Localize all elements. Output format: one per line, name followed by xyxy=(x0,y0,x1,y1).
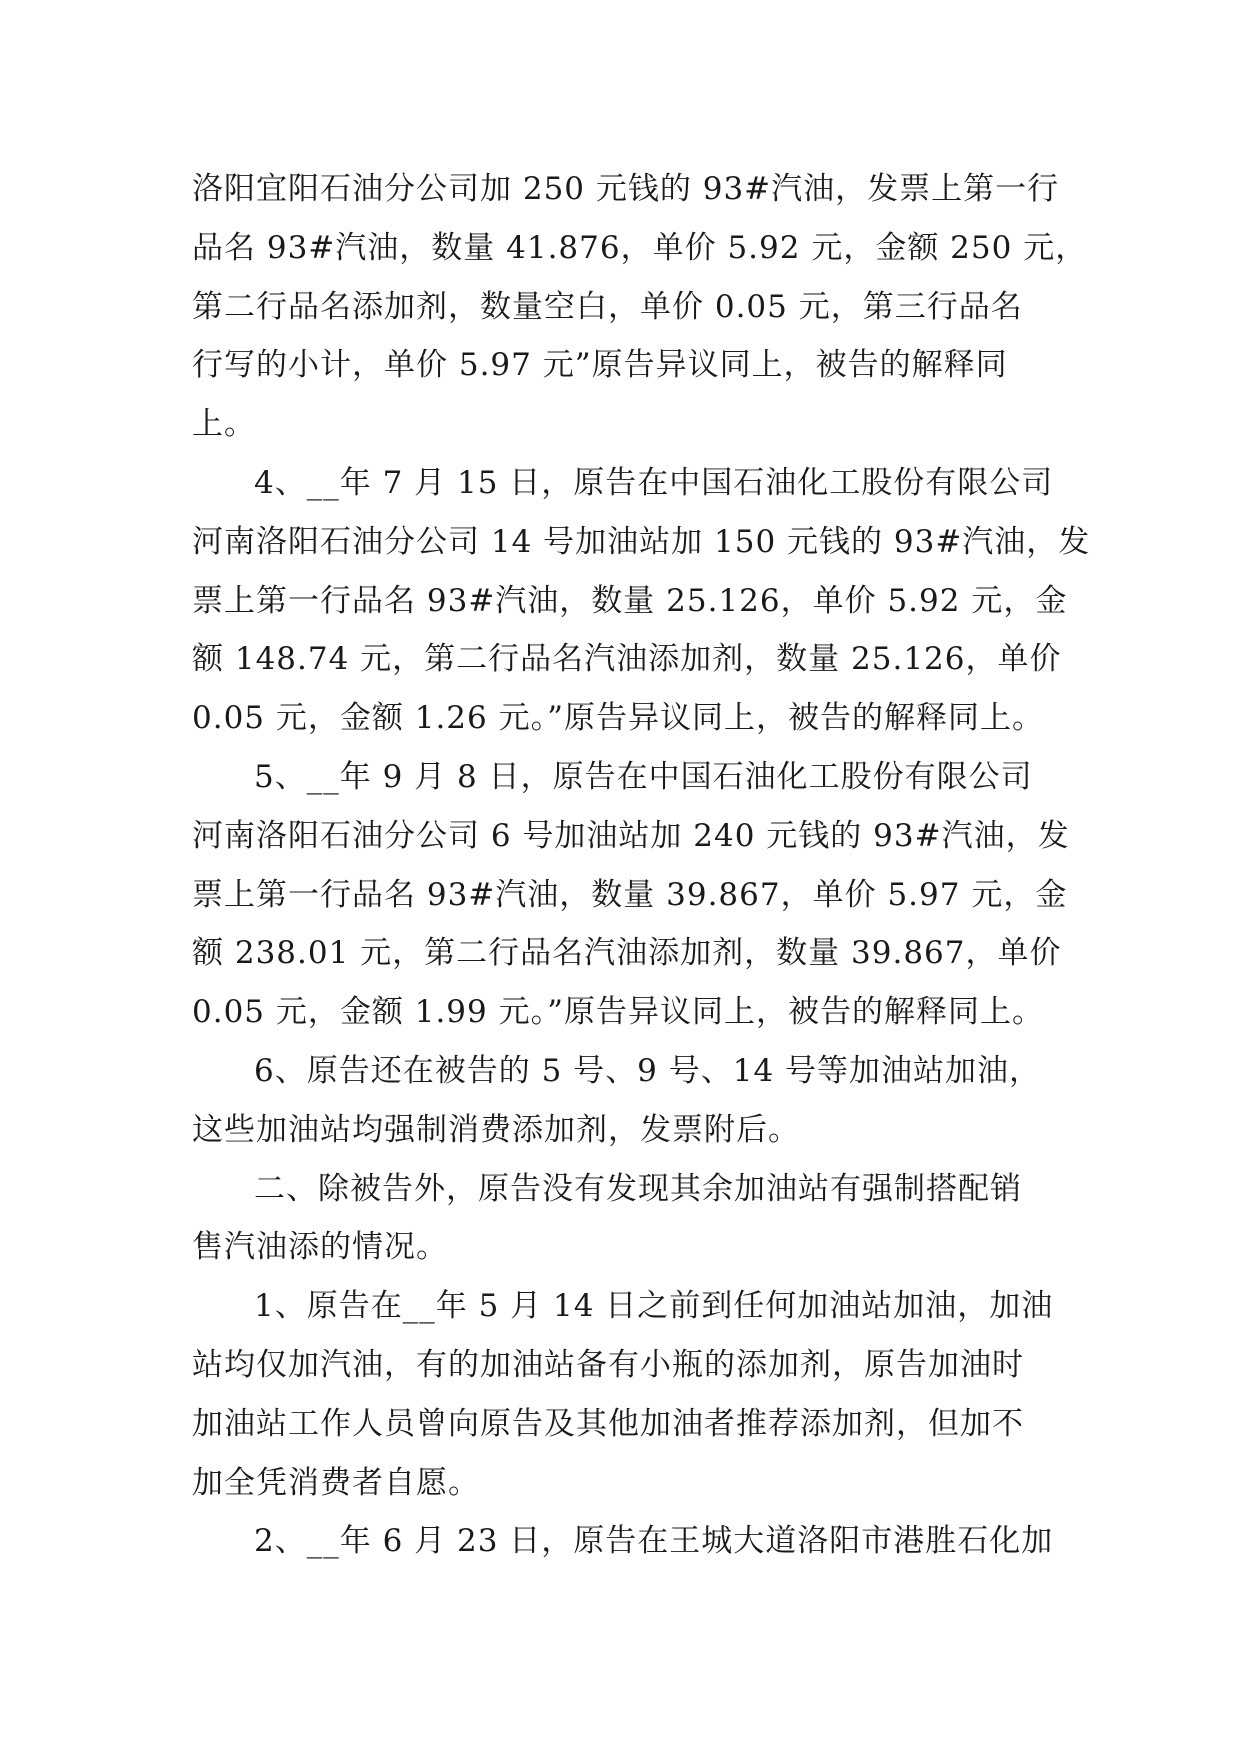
text-line: 6、原告还在被告的 5 号、9 号、14 号等加油站加油， xyxy=(254,1052,1042,1089)
text-line: 这些加油站均强制消费添加剂，发票附后。 xyxy=(192,1111,800,1148)
text-line: 加油站工作人员曾向原告及其他加油者推荐添加剂，但加不 xyxy=(192,1405,1024,1442)
text-line: 加全凭消费者自愿。 xyxy=(192,1464,480,1501)
text-line: 第二行品名添加剂，数量空白，单价 0.05 元，第三行品名 xyxy=(192,288,1023,325)
text-line: 5、__年 9 月 8 日，原告在中国石油化工股份有限公司 xyxy=(254,758,1033,795)
text-line: 0.05 元，金额 1.99 元。”原告异议同上，被告的解释同上。 xyxy=(192,994,1044,1031)
text-line: 4、__年 7 月 15 日，原告在中国石油化工股份有限公司 xyxy=(254,464,1054,501)
text-line: 额 148.74 元，第二行品名汽油添加剂，数量 25.126，单价 xyxy=(192,641,1062,678)
text-line: 额 238.01 元，第二行品名汽油添加剂，数量 39.867，单价 xyxy=(192,935,1062,972)
text-line: 品名 93#汽油，数量 41.876，单价 5.92 元，金额 250 元， xyxy=(192,229,1088,266)
text-line: 二、除被告外，原告没有发现其余加油站有强制搭配销 xyxy=(254,1170,1022,1207)
text-line: 票上第一行品名 93#汽油，数量 25.126，单价 5.92 元，金 xyxy=(192,582,1068,619)
text-line: 行写的小计，单价 5.97 元”原告异议同上，被告的解释同 xyxy=(192,347,1008,384)
text-line: 河南洛阳石油分公司 6 号加油站加 240 元钱的 93#汽油，发 xyxy=(192,817,1070,854)
text-line: 1、原告在__年 5 月 14 日之前到任何加油站加油，加油 xyxy=(254,1288,1054,1325)
text-line: 河南洛阳石油分公司 14 号加油站加 150 元钱的 93#汽油，发 xyxy=(192,523,1091,560)
text-line: 洛阳宜阳石油分公司加 250 元钱的 93#汽油，发票上第一行 xyxy=(192,171,1060,207)
text-line: 站均仅加汽油，有的加油站备有小瓶的添加剂，原告加油时 xyxy=(192,1346,1024,1383)
text-line: 售汽油添的情况。 xyxy=(192,1229,448,1266)
text-line: 2、__年 6 月 23 日，原告在王城大道洛阳市港胜石化加 xyxy=(254,1523,1054,1560)
document-body xyxy=(192,160,1091,1571)
text-line: 0.05 元，金额 1.26 元。”原告异议同上，被告的解释同上。 xyxy=(192,700,1044,737)
text-line: 上。 xyxy=(192,406,256,443)
text-line: 票上第一行品名 93#汽油，数量 39.867，单价 5.97 元，金 xyxy=(192,876,1068,913)
